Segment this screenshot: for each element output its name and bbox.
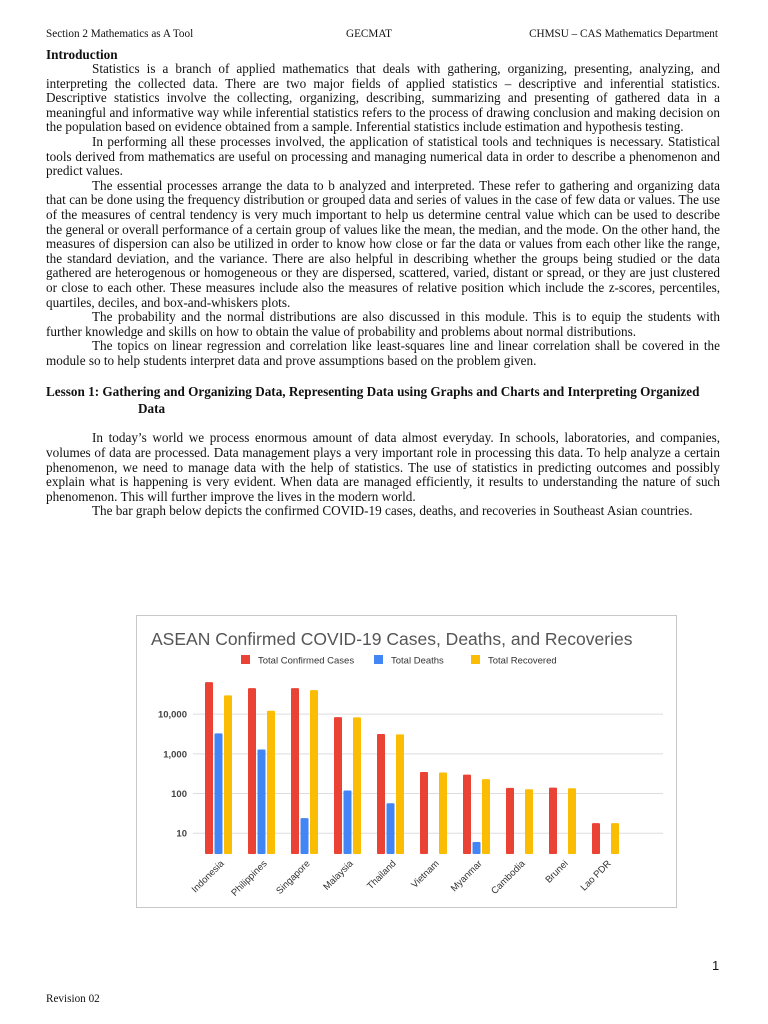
- document-body: [46, 47, 720, 519]
- bar-group: [334, 717, 361, 854]
- introduction-heading: Introduction: [46, 47, 118, 62]
- chart-title: ASEAN Confirmed COVID-19 Cases, Deaths, and Recoveries: [151, 629, 633, 649]
- covid-bar-chart: [136, 615, 677, 908]
- x-axis-ticks: [190, 858, 614, 899]
- legend-item: [374, 655, 444, 667]
- bar: [463, 775, 471, 854]
- bar: [387, 803, 395, 854]
- bar: [248, 688, 256, 854]
- revision-label: Revision 02: [46, 993, 100, 1005]
- legend-label: Total Recovered: [488, 655, 557, 667]
- legend-item: [471, 655, 557, 667]
- x-tick-label: Cambodia: [489, 858, 528, 897]
- chart-svg: [137, 616, 678, 909]
- bar-group: [506, 788, 533, 854]
- header-course-code: GECMAT: [346, 28, 392, 40]
- bar: [310, 690, 318, 854]
- chart-legend: [241, 655, 557, 667]
- y-tick-label: 100: [171, 789, 187, 801]
- x-tick-label: Myanmar: [448, 858, 485, 895]
- legend-label: Total Confirmed Cases: [258, 655, 355, 667]
- bar: [549, 788, 557, 854]
- bar-group: [248, 688, 275, 854]
- bar: [215, 733, 223, 854]
- bar: [291, 688, 299, 854]
- lesson-heading: Lesson 1: Gathering and Organizing Data, Representing Data using Graphs and Charts and Interpreting Organized Data: [46, 384, 700, 417]
- bar: [506, 788, 514, 854]
- lesson-paragraph: The bar graph below depicts the confirmed COVID-19 cases, deaths, and recoveries in Southeast Asian countries.: [92, 503, 693, 519]
- page-header: [46, 28, 718, 44]
- legend-item: [241, 655, 354, 667]
- bar: [396, 734, 404, 854]
- bar: [592, 823, 600, 854]
- bar: [611, 823, 619, 854]
- intro-paragraph: The essential processes arrange the data to b analyzed and interpreted. These refer to gathering and organizing data that can be done using the frequency distribution or grouped data and series of values in the case of few data or values. The use of the measures of central tendency is very much important to help us determine central value which can be used to describe the general or overall performance of a certain group of values like the mean, the median, and the mode. On the other hand, the measures of dispersion can also be utilized in order to know how close or far the data or values from each other like the range, the standard deviation, and the variance. There are also helpful in describing whether the groups being studied or the data gathered are heterogenous or homogeneous or they are dispersed, scattered, varied, distant or spread, or they are just clustered or close to each other. These measures include also the measures of relative position which include the z-scores, percentiles, quartiles, deciles, and box-and-whiskers plots.: [46, 177, 720, 310]
- bar: [267, 711, 275, 854]
- legend-label: Total Deaths: [391, 655, 444, 667]
- header-department: CHMSU – CAS Mathematics Department: [529, 28, 718, 40]
- bar: [482, 779, 490, 854]
- bar-group: [205, 682, 232, 854]
- x-tick-label: Brunei: [543, 858, 571, 886]
- bar: [205, 682, 213, 854]
- bar: [353, 717, 361, 854]
- y-tick-label: 10,000: [157, 709, 187, 721]
- bar: [439, 772, 447, 854]
- bar: [301, 818, 309, 854]
- x-tick-label: Thailand: [365, 858, 399, 892]
- chart-bars: [205, 682, 619, 854]
- bar-group: [420, 772, 447, 854]
- bar: [525, 789, 533, 854]
- x-tick-label: Lao PDR: [578, 858, 614, 894]
- bar-group: [549, 788, 576, 854]
- intro-paragraph: Statistics is a branch of applied mathematics that deals with gathering, organizing, presenting, analyzing, and interpreting the collected data. There are two major fields of applied statistics – descriptive and inferential statistics. Descriptive statistics involve the collecting, organizing, describing, summarizing and presenting of gathered data in a meaningful and informative way while inferential statistics refers to the process of drawing conclusion and making decision on the population based on evidence obtained from a sample. Inferential statistics include estimation and hypothesis testing.: [46, 61, 720, 135]
- bar: [473, 842, 481, 854]
- legend-swatch: [241, 655, 250, 664]
- legend-swatch: [471, 655, 480, 664]
- header-section-title: Section 2 Mathematics as A Tool: [46, 28, 194, 40]
- bar: [344, 791, 352, 854]
- bar-group: [291, 688, 318, 854]
- bar: [568, 788, 576, 854]
- legend-swatch: [374, 655, 383, 664]
- x-tick-label: Singapore: [274, 858, 313, 897]
- bar-group: [463, 775, 490, 854]
- y-axis-ticks: [158, 710, 187, 840]
- bar: [224, 695, 232, 854]
- intro-paragraph: The topics on linear regression and correlation like least-squares line and linear correlation shall be covered in the module so to help students interpret data and prove assumptions based on the problem given.: [46, 338, 720, 368]
- x-tick-label: Indonesia: [189, 858, 227, 896]
- bar: [334, 717, 342, 854]
- intro-paragraph: In performing all these processes involved, the application of statistical tools and techniques is necessary. Statistical tools derived from mathematics are useful on processing and managing numerical data in order to describe a phenomenon and predict values.: [46, 133, 720, 179]
- page-number: 1: [712, 958, 720, 973]
- x-tick-label: Vietnam: [409, 858, 442, 891]
- lesson-paragraph: In today’s world we process enormous amount of data almost everyday. In schools, laboratories, and companies, volumes of data are processed. Data management plays a very important role in processing this data. To help analyze a certain phenomenon, we need to manage data with the help of statistics. The use of statistics in predicting outcomes and possibly explain what is happening is very evident. When data are managed efficiently, it results to understanding the nature of such phenomenon. This will further improve the lives in the modern world.: [46, 430, 720, 504]
- y-tick-label: 1,000: [163, 749, 187, 761]
- bar: [377, 734, 385, 854]
- x-tick-label: Philippines: [229, 858, 270, 899]
- x-tick-label: Malaysia: [321, 858, 356, 893]
- bar-group: [592, 823, 619, 854]
- bar: [420, 772, 428, 854]
- bar: [258, 749, 266, 854]
- intro-paragraph: The probability and the normal distributions are also discussed in this module. This is to equip the students with further knowledge and skills on how to obtain the value of probability and problems about normal distributions.: [46, 309, 720, 339]
- y-tick-label: 10: [176, 828, 187, 840]
